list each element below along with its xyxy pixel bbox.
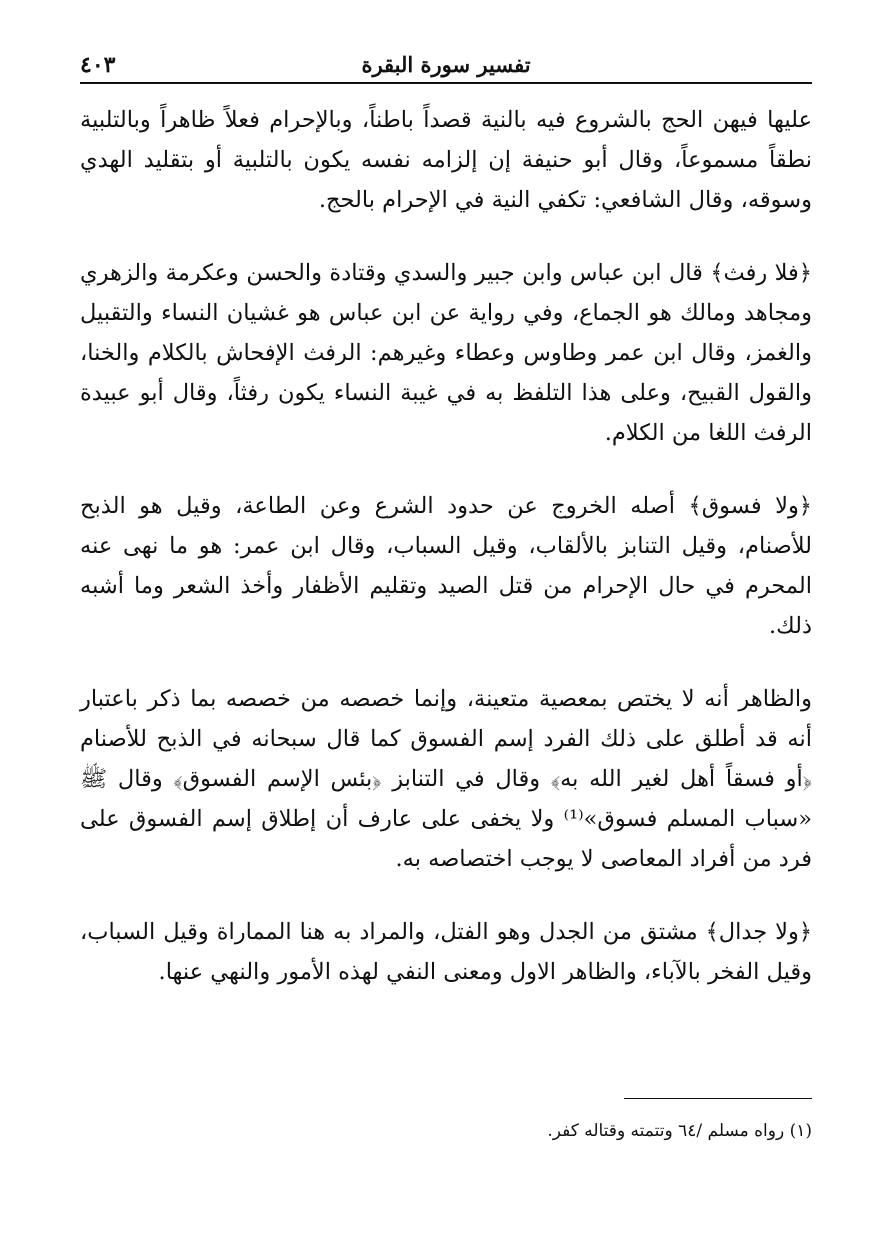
paragraph-1: عليها فيهن الحج بالشروع فيه بالنية قصداً باطناً، وبالإحرام فعلاً ظاهراً وبالتلبية نطقاً مسموعاً، وقال أبو حنيفة إن إلزامه نفسه يكون بالتلبية أو بتقليد الهدي وسوقه، وقال الشافعي: تكفي النية في الإحرام بالحج. <box>80 107 812 213</box>
page-header <box>80 48 812 84</box>
footnote-divider <box>624 1098 812 1099</box>
page-number: ٤٠٣ <box>80 52 116 78</box>
body-text <box>80 100 812 992</box>
paragraph-4: والظاهر أنه لا يختص بمعصية متعينة، وإنما خصصه من خصصه بما ذكر باعتبار أنه قد أطلق على ذلك الفرد إسم الفسوق كما قال سبحانه في الذبح للأصنام ﴿أو فسقاً أهل لغير الله به﴾ وقال في التنابز ﴿بئس الإسم الفسوق﴾ وقال ﷺ «سباب المسلم فسوق»⁽¹⁾ ولا يخفى على عارف أن إطلاق إسم الفسوق على فرد من أفراد المعاصى لا يوجب اختصاصه به. <box>80 686 812 872</box>
paragraph-2: ﴿فلا رفث﴾ قال ابن عباس وابن جبير والسدي وقتادة والحسن وعكرمة والزهري ومجاهد ومالك هو الجماع، وفي رواية عن ابن عباس هو غشيان النساء والتقبيل والغمز، وقال ابن عمر وطاوس وعطاء وغيرهم: الرفث الإفحاش بالكلام والخنا، والقول القبيح، وعلى هذا التلفظ به في غيبة النساء يكون رفثاً، وقال أبو عبيدة الرفث اللغا من الكلام. <box>80 260 812 446</box>
footnote: (١) رواه مسلم /٦٤ وتتمته وقتاله كفر. <box>547 1121 812 1141</box>
paragraph-3: ﴿ولا فسوق﴾ أصله الخروج عن حدود الشرع وعن الطاعة، وقيل هو الذبح للأصنام، وقيل التنابز بالألقاب، وقيل السباب، وقال ابن عمر: هو ما نهى عنه المحرم في حال الإحرام من قتل الصيد وتقليم الأظفار وأخذ الشعر وما أشبه ذلك. <box>80 493 812 639</box>
book-page <box>80 48 812 1228</box>
paragraph-5: ﴿ولا جدال﴾ مشتق من الجدل وهو الفتل، والمراد به هنا المماراة وقيل السباب، وقيل الفخر بالآباء، والظاهر الاول ومعنى النفي لهذه الأمور والنهي عنها. <box>80 919 812 985</box>
running-title: تفسير سورة البقرة <box>361 52 531 77</box>
